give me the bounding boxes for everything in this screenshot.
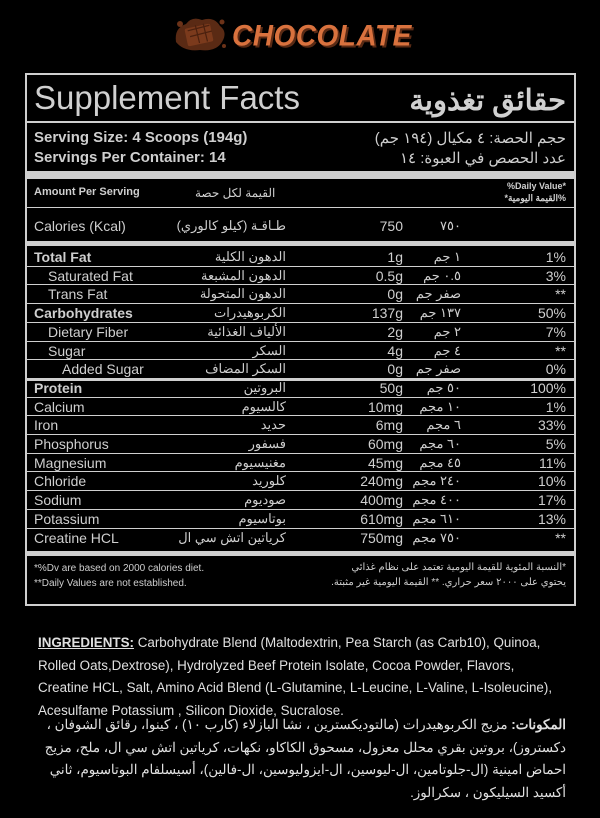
nutrient-name: Phosphorus: [34, 436, 109, 452]
row-divider: [27, 284, 574, 285]
nutrient-amount-ar: ٤ جم: [433, 342, 461, 358]
footnote-1-ar: *النسبة المئوية للقيمة اليومية تعتمد على نظام غذائي: [351, 562, 566, 573]
nutrient-name: Carbohydrates: [34, 305, 133, 322]
nutrient-name: Sugar: [48, 342, 86, 359]
nutrient-amount: 2g: [387, 323, 403, 340]
nutrient-name: Trans Fat: [48, 286, 108, 303]
row-divider: [27, 415, 574, 416]
nutrient-name: Saturated Fat: [48, 267, 133, 284]
nutrient-name: Sodium: [34, 492, 82, 509]
nutrient-amount: 750: [379, 218, 403, 234]
row-divider: [27, 453, 574, 454]
row-divider: [27, 359, 574, 360]
nutrient-amount-ar: ٥٠ جم: [426, 379, 461, 395]
nutrient-daily-value: 7%: [545, 323, 566, 340]
nutrient-name: Total Fat: [34, 249, 92, 265]
nutrient-name-ar: الدهون المشبعة: [201, 267, 286, 283]
chocolate-splash-icon: [172, 14, 228, 54]
ingredients-text-ar: مزيج الكربوهيدرات (مالتوديكسترين ، نشا البازلاء (كارب ١٠) ، كينوا، رقائق الشوفان ، دكستروز)، بروتين بقري محلل معزول، مسحوق الكاكاو، نكهات، كرياتين اتش سي ال، ملح، مزيج احماض امينية (ال-جلوتامين، ال-ليوسين، ال-ايزوليوسين، ال-فالين)، أسيسلفام البوتاسيوم، ثاني أكسيد السيليكون ، سكرالوز.: [44, 717, 566, 800]
nutrient-amount: 400mg: [360, 492, 403, 509]
footnote-1-en: *%Dv are based on 2000 calories diet.: [34, 563, 205, 574]
nutrient-daily-value: 50%: [537, 305, 566, 322]
nutrient-amount-ar: ١٠ مجم: [419, 398, 461, 414]
serving-size-en: Serving Size: 4 Scoops (194g): [34, 129, 248, 146]
nutrient-name-ar: الألياف الغذائية: [207, 323, 286, 339]
nutrient-name-ar: صوديوم: [244, 492, 286, 508]
nutrient-amount-ar: ٧٥٠: [440, 218, 461, 233]
nutrient-daily-value: 33%: [537, 417, 566, 434]
nutrient-name: Calories (Kcal): [34, 218, 126, 234]
nutrient-amount-ar: ٧٥٠ مجم: [412, 529, 461, 545]
nutrient-amount-ar: صفر جم: [415, 361, 461, 377]
servings-per-container-ar: عدد الحصص في العبوة: ١٤: [399, 150, 566, 167]
nutrient-name-ar: بوتاسيوم: [238, 510, 286, 526]
nutrient-amount: 45mg: [367, 454, 403, 471]
nutrient-amount: 0g: [387, 286, 403, 303]
panel-title-ar: حقائق تغذوية: [409, 85, 566, 117]
brand-header: [0, 0, 600, 66]
ingredients-text-en: Carbohydrate Blend (Maltodextrin, Pea Starch (as Carb10), Quinoa, Rolled Oats,Dextrose), Hydrolyzed Beef Protein Isolate, Cocoa Powder, Flavors, Creatine HCL, Salt, Amino Acid Blend (L-Glutamine, L-Leucine, L-Valine, L-Isoleucine), Acesulfame Potassium , Silicon Dioxide, Sucralose.: [38, 635, 553, 718]
row-divider: [27, 434, 574, 435]
nutrient-name: Iron: [34, 417, 59, 434]
nutrient-daily-value: 1%: [545, 398, 566, 415]
nutrient-amount: 10mg: [367, 398, 403, 415]
nutrient-amount-ar: ٦٠ مجم: [419, 436, 461, 451]
thick-divider: [27, 171, 574, 179]
footnote-2-en: **Daily Values are not established.: [34, 578, 187, 589]
nutrient-amount: 137g: [371, 305, 403, 322]
nutrient-name-ar: كلوريد: [252, 473, 286, 489]
nutrient-amount: 0g: [387, 361, 403, 378]
nutrient-name-ar: الدهون الكلية: [214, 249, 286, 264]
nutrient-daily-value: **: [555, 529, 566, 546]
nutrient-amount-ar: ٢٤٠ مجم: [412, 473, 461, 489]
ingredients-label-en: INGREDIENTS:: [38, 635, 134, 650]
servings-per-container-en: Servings Per Container: 14: [34, 149, 226, 166]
nutrient-daily-value: 5%: [545, 436, 566, 452]
amount-per-serving-ar: القيمة لكل حصة: [195, 186, 276, 200]
nutrient-amount: 6mg: [375, 417, 403, 434]
nutrient-name-ar: البروتين: [243, 379, 286, 395]
nutrient-amount-ar: ٠.٥ جم: [423, 267, 461, 283]
nutrient-amount: 50g: [379, 379, 403, 396]
nutrient-name-ar: طـاقـة (كيلو كالوري): [176, 218, 286, 233]
nutrient-amount-ar: ٢ جم: [433, 323, 461, 339]
nutrient-name-ar: حديد: [260, 417, 286, 433]
panel-title-en: Supplement Facts: [34, 79, 300, 116]
nutrient-daily-value: 13%: [537, 510, 566, 527]
footnote-2-ar: يحتوي على ٢٠٠٠ سعر حراري. ** القيمة اليومية غير مثبتة.: [331, 577, 566, 588]
nutrient-amount: 60mg: [367, 436, 403, 452]
nutrient-amount-ar: ٤٥ مجم: [419, 454, 461, 470]
nutrient-daily-value: 17%: [537, 492, 566, 509]
nutrient-name: Magnesium: [34, 454, 107, 471]
daily-value-ar: %القيمة اليومية*: [504, 193, 566, 203]
nutrient-amount-ar: صفر جم: [415, 286, 461, 302]
nutrient-amount: 610mg: [360, 510, 403, 527]
nutrient-daily-value: **: [555, 342, 566, 359]
nutrient-daily-value: 3%: [545, 267, 566, 284]
thick-divider: [27, 241, 574, 246]
nutrient-name: Calcium: [34, 398, 85, 415]
nutrient-name: Dietary Fiber: [48, 323, 129, 340]
nutrient-daily-value: 100%: [530, 379, 566, 396]
nutrient-daily-value: 10%: [537, 473, 566, 490]
title-divider: [27, 121, 574, 123]
nutrient-name-ar: كالسيوم: [241, 398, 286, 414]
nutrient-name: Creatine HCL: [34, 529, 119, 546]
thick-divider: [27, 551, 574, 556]
daily-value-en: %Daily Value*: [506, 181, 566, 191]
ingredients-label-ar: المكونات:: [511, 717, 566, 732]
ingredients-ar: [38, 714, 566, 804]
row-divider: [27, 322, 574, 323]
flavor-name: CHOCOLATE: [232, 19, 412, 52]
row-divider: [27, 490, 574, 491]
nutrient-name-ar: فسفور: [248, 436, 286, 451]
nutrient-amount: 0.5g: [375, 267, 403, 284]
nutrient-name-ar: الكربوهيدرات: [214, 305, 286, 321]
ingredients-en: [38, 632, 566, 722]
nutrient-name-ar: كرياتين اتش سي ال: [178, 529, 286, 545]
nutrient-amount-ar: ٤٠٠ مجم: [412, 492, 461, 508]
nutrient-name-ar: الدهون المتحولة: [199, 286, 286, 302]
row-divider: [27, 471, 574, 472]
nutrient-name: Protein: [34, 379, 83, 396]
nutrient-amount: 4g: [387, 342, 403, 359]
nutrient-daily-value: 1%: [545, 249, 566, 265]
row-divider: [27, 266, 574, 267]
nutrient-row: [27, 530, 574, 549]
nutrient-name: Potassium: [34, 510, 100, 527]
nutrient-name-ar: السكر المضاف: [205, 361, 286, 377]
row-divider: [27, 303, 574, 304]
nutrient-daily-value: **: [555, 286, 566, 303]
supplement-facts-panel: [25, 73, 576, 606]
nutrient-daily-value: 11%: [539, 454, 566, 471]
nutrient-amount-ar: ١٣٧ جم: [419, 305, 461, 321]
nutrient-name: Added Sugar: [62, 361, 144, 378]
serving-size-ar: حجم الحصة: ٤ مكيال (١٩٤ جم): [374, 130, 566, 147]
calories-row: [27, 218, 574, 237]
nutrient-name: Chloride: [34, 473, 87, 490]
nutrient-name-ar: السكر: [252, 342, 286, 358]
nutrient-amount: 750mg: [360, 529, 403, 546]
nutrient-amount: 1g: [387, 249, 403, 265]
row-divider: [27, 509, 574, 510]
nutrient-amount-ar: ٦ مجم: [426, 417, 461, 433]
row-divider: [27, 397, 574, 398]
nutrient-amount-ar: ١ جم: [433, 249, 461, 264]
amount-per-serving-en: Amount Per Serving: [34, 186, 140, 198]
nutrient-amount: 240mg: [360, 473, 403, 490]
row-divider: [27, 528, 574, 529]
row-divider: [27, 341, 574, 342]
nutrient-name-ar: مغنيسيوم: [234, 454, 286, 470]
nutrient-daily-value: 0%: [545, 361, 566, 378]
nutrient-amount-ar: ٦١٠ مجم: [412, 510, 461, 526]
